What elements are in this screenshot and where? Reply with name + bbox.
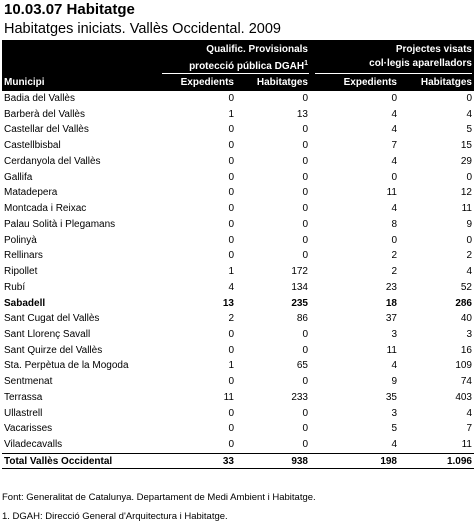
cell-municipi: Montcada i Reixac (4, 203, 87, 215)
table-row (2, 437, 474, 453)
cell-expedients-1: 0 (228, 187, 234, 199)
cell-municipi: Palau Solità i Plegamans (4, 218, 116, 230)
cell-municipi: Sta. Perpètua de la Mogoda (4, 360, 129, 372)
table-row (2, 264, 474, 280)
cell-habitatges-2: 52 (460, 281, 472, 293)
cell-expedients-1: 0 (228, 93, 234, 104)
table-row (2, 122, 474, 138)
header-group-qualificacions-line2-text: protecció pública DGAH (189, 61, 305, 72)
cell-habitatges-1: 0 (302, 234, 308, 246)
cell-expedients-2: 5 (391, 423, 397, 435)
header-group-projectes (314, 43, 472, 71)
cell-habitatges-1: 0 (302, 344, 308, 356)
cell-expedients-2: 9 (391, 376, 397, 388)
header-group-qualificacions (162, 43, 308, 74)
table-row (2, 201, 474, 217)
cell-municipi: Gallifa (4, 171, 33, 183)
header-group-divider (162, 73, 309, 74)
cell-municipi: Castellbisbal (4, 140, 61, 152)
header-group-divider (315, 73, 472, 74)
total-habitatges-1: 938 (291, 455, 308, 467)
cell-expedients-2: 0 (391, 93, 397, 104)
cell-habitatges-2: 0 (466, 171, 472, 183)
cell-expedients-2: 4 (391, 155, 397, 167)
cell-expedients-2: 8 (391, 218, 397, 230)
footnote-marker: 1 (304, 60, 308, 67)
cell-habitatges-1: 0 (302, 124, 308, 136)
cell-municipi: Polinyà (4, 234, 37, 246)
cell-expedients-2: 2 (391, 266, 397, 278)
table-row (2, 327, 474, 343)
cell-expedients-2: 4 (391, 203, 397, 215)
cell-habitatges-1: 0 (302, 218, 308, 230)
cell-habitatges-1: 0 (302, 250, 308, 262)
cell-habitatges-2: 286 (455, 297, 472, 309)
table-row (2, 107, 474, 123)
cell-expedients-1: 1 (228, 266, 234, 278)
cell-expedients-2: 2 (391, 250, 397, 262)
cell-municipi: Rellinars (4, 250, 43, 262)
cell-municipi: Sant Quirze del Vallès (4, 344, 103, 356)
column-header-habitatges-2: Habitatges (420, 77, 472, 88)
cell-habitatges-2: 9 (466, 218, 472, 230)
cell-expedients-1: 0 (228, 218, 234, 230)
cell-expedients-1: 0 (228, 250, 234, 262)
cell-habitatges-2: 11 (461, 439, 472, 451)
cell-expedients-2: 4 (391, 439, 397, 451)
cell-expedients-2: 7 (391, 140, 397, 152)
cell-municipi: Terrassa (4, 391, 43, 403)
table-row (2, 311, 474, 327)
table-total-row (2, 453, 474, 469)
cell-municipi: Rubí (4, 281, 26, 293)
table-row (2, 421, 474, 437)
header-group-projectes-line1: Projectes visats (395, 44, 472, 55)
table-row (2, 358, 474, 374)
cell-expedients-1: 1 (228, 108, 234, 120)
cell-expedients-1: 4 (228, 281, 234, 293)
cell-municipi: Badia del Vallès (4, 93, 75, 104)
cell-expedients-1: 0 (228, 124, 234, 136)
cell-municipi: Ripollet (4, 266, 38, 278)
cell-habitatges-1: 0 (302, 423, 308, 435)
cell-expedients-2: 4 (391, 360, 397, 372)
cell-habitatges-1: 0 (302, 329, 308, 341)
column-header-municipi: Municipi (4, 77, 45, 88)
cell-expedients-1: 0 (228, 407, 234, 419)
total-label: Total Vallès Occidental (4, 455, 113, 467)
cell-expedients-2: 37 (385, 313, 397, 325)
cell-habitatges-1: 0 (302, 439, 308, 451)
cell-expedients-1: 11 (223, 391, 234, 403)
cell-municipi: Barberà del Vallès (4, 108, 85, 120)
total-habitatges-2: 1.096 (446, 455, 472, 467)
table-row (2, 138, 474, 154)
page-subtitle: Habitatges iniciats. Vallès Occidental. 2009 (4, 21, 281, 37)
cell-habitatges-2: 11 (461, 203, 472, 215)
cell-expedients-1: 0 (228, 140, 234, 152)
table-row (2, 170, 474, 186)
cell-habitatges-2: 29 (460, 155, 472, 167)
table-row (2, 406, 474, 422)
cell-habitatges-2: 109 (455, 360, 472, 372)
cell-municipi: Sabadell (4, 297, 46, 309)
cell-expedients-2: 4 (391, 124, 397, 136)
source-note: Font: Generalitat de Catalunya. Departament de Medi Ambient i Habitatge. (2, 492, 316, 503)
cell-habitatges-2: 3 (466, 329, 472, 341)
cell-habitatges-1: 172 (291, 266, 308, 278)
table-header (2, 40, 474, 91)
cell-habitatges-1: 235 (291, 297, 308, 309)
table-row (2, 233, 474, 249)
column-header-expedients-2: Expedients (343, 77, 397, 88)
cell-expedients-1: 0 (228, 155, 234, 167)
table-row (2, 91, 474, 107)
cell-municipi: Matadepera (4, 187, 58, 199)
header-group-projectes-line2: col·legis aparelladors (369, 58, 472, 69)
cell-habitatges-2: 16 (460, 344, 472, 356)
cell-expedients-2: 11 (386, 187, 397, 199)
cell-habitatges-2: 4 (466, 407, 472, 419)
cell-expedients-1: 0 (228, 171, 234, 183)
table-body (2, 91, 474, 453)
cell-expedients-2: 4 (391, 108, 397, 120)
cell-habitatges-2: 0 (466, 234, 472, 246)
column-header-habitatges-1: Habitatges (256, 77, 308, 88)
header-group-qualificacions-line1: Qualific. Provisionals (206, 44, 308, 55)
cell-habitatges-1: 65 (296, 360, 308, 372)
cell-habitatges-2: 403 (455, 391, 472, 403)
cell-expedients-1: 0 (228, 376, 234, 388)
total-expedients-1: 33 (222, 455, 234, 467)
cell-habitatges-2: 12 (460, 187, 472, 199)
cell-habitatges-1: 233 (291, 391, 308, 403)
cell-habitatges-1: 0 (302, 140, 308, 152)
cell-expedients-1: 0 (228, 329, 234, 341)
cell-expedients-2: 0 (391, 234, 397, 246)
cell-expedients-2: 18 (385, 297, 397, 309)
total-expedients-2: 198 (380, 455, 397, 467)
cell-habitatges-1: 0 (302, 155, 308, 167)
cell-expedients-1: 13 (222, 297, 234, 309)
cell-habitatges-2: 7 (466, 423, 472, 435)
cell-habitatges-1: 0 (302, 376, 308, 388)
cell-habitatges-2: 4 (466, 266, 472, 278)
cell-habitatges-1: 0 (302, 407, 308, 419)
footnote: 1. DGAH: Direcció General d'Arquitectura i Habitatge. (2, 511, 228, 522)
header-group-qualificacions-line2 (162, 57, 308, 74)
cell-habitatges-1: 0 (302, 203, 308, 215)
cell-habitatges-1: 0 (302, 93, 308, 104)
cell-habitatges-2: 15 (460, 140, 472, 152)
table-row (2, 185, 474, 201)
cell-habitatges-2: 74 (460, 376, 472, 388)
table-row (2, 154, 474, 170)
cell-expedients-2: 23 (385, 281, 397, 293)
cell-habitatges-2: 40 (460, 313, 472, 325)
cell-expedients-1: 0 (228, 344, 234, 356)
cell-habitatges-2: 2 (466, 250, 472, 262)
cell-municipi: Cerdanyola del Vallès (4, 155, 101, 167)
cell-municipi: Sant Llorenç Savall (4, 329, 91, 341)
cell-expedients-1: 2 (228, 313, 234, 325)
cell-expedients-1: 0 (228, 423, 234, 435)
cell-municipi: Castellar del Vallès (4, 124, 89, 136)
cell-expedients-1: 0 (228, 234, 234, 246)
cell-habitatges-2: 4 (466, 108, 472, 120)
page-title: 10.03.07 Habitatge (4, 1, 135, 18)
table-row (2, 248, 474, 264)
cell-municipi: Sentmenat (4, 376, 53, 388)
cell-expedients-1: 0 (228, 439, 234, 451)
table-row (2, 374, 474, 390)
cell-expedients-2: 11 (386, 344, 397, 356)
cell-habitatges-1: 86 (296, 313, 308, 325)
table-row (2, 296, 474, 312)
cell-expedients-2: 3 (391, 329, 397, 341)
cell-expedients-1: 0 (228, 203, 234, 215)
cell-municipi: Ullastrell (4, 407, 43, 419)
cell-expedients-2: 35 (385, 391, 397, 403)
column-header-expedients-1: Expedients (180, 77, 234, 88)
table-row (2, 390, 474, 406)
table-row (2, 343, 474, 359)
cell-expedients-1: 1 (228, 360, 234, 372)
cell-habitatges-2: 5 (466, 124, 472, 136)
cell-habitatges-1: 0 (302, 171, 308, 183)
cell-habitatges-1: 13 (296, 108, 308, 120)
cell-municipi: Viladecavalls (4, 439, 63, 451)
cell-municipi: Vacarisses (4, 423, 53, 435)
cell-habitatges-1: 0 (302, 187, 308, 199)
housing-table (2, 40, 474, 469)
cell-expedients-2: 3 (391, 407, 397, 419)
cell-habitatges-2: 0 (466, 93, 472, 104)
table-row (2, 217, 474, 233)
cell-expedients-2: 0 (391, 171, 397, 183)
table-row (2, 280, 474, 296)
cell-municipi: Sant Cugat del Vallès (4, 313, 100, 325)
cell-habitatges-1: 134 (291, 281, 308, 293)
